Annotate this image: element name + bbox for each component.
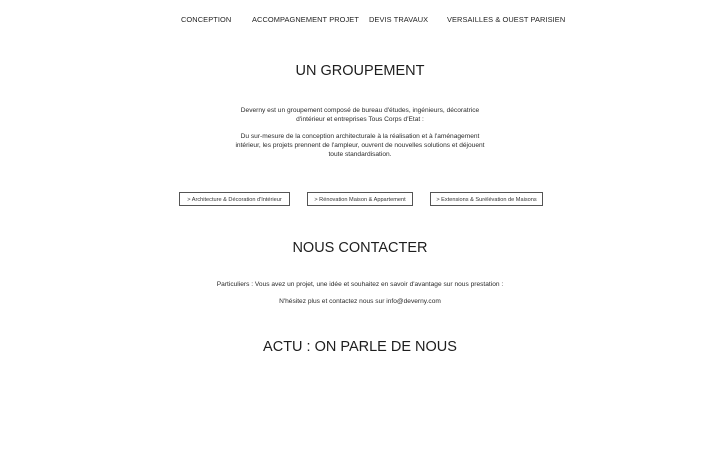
contact-particuliers-text: Particuliers : Vous avez un projet, une idée et souhaitez en savoir d'avantage sur nous prestation : bbox=[216, 281, 504, 288]
nav-item-conception[interactable]: CONCEPTION bbox=[181, 15, 232, 24]
extensions-surelevation-button[interactable]: > Extensions & Surélévation de Maisons bbox=[430, 192, 543, 206]
groupement-intro-paragraph: Deverny est un groupement composé de bureau d'études, ingénieurs, décoratrice d'intérieur et entreprises Tous Corps d'Etat : bbox=[240, 107, 480, 123]
nav-item-accompagnement-projet[interactable]: ACCOMPAGNEMENT PROJET bbox=[252, 15, 359, 24]
architecture-decoration-button[interactable]: > Architecture & Décoration d'Intérieur bbox=[179, 192, 290, 206]
section-title-actu: ACTU : ON PARLE DE NOUS bbox=[263, 339, 457, 355]
section-title-groupement: UN GROUPEMENT bbox=[295, 63, 425, 79]
contact-email-text: N'hésitez plus et contactez nous sur info@deverny.com bbox=[279, 298, 441, 305]
renovation-maison-button[interactable]: > Rénovation Maison & Appartement bbox=[307, 192, 413, 206]
nav-item-devis-travaux[interactable]: DEVIS TRAVAUX bbox=[369, 15, 429, 24]
section-title-contact: NOUS CONTACTER bbox=[292, 240, 428, 256]
main-navigation bbox=[0, 14, 720, 26]
nav-item-versailles-ouest-parisien[interactable]: VERSAILLES & OUEST PARISIEN bbox=[447, 15, 566, 24]
groupement-description-paragraph: Du sur-mesure de la conception architecturale à la réalisation et à l'aménagement intérieur, les projets prennent de l'ampleur, ouvrent de nouvelles solutions et déjouent toute standardisation. bbox=[235, 133, 485, 158]
